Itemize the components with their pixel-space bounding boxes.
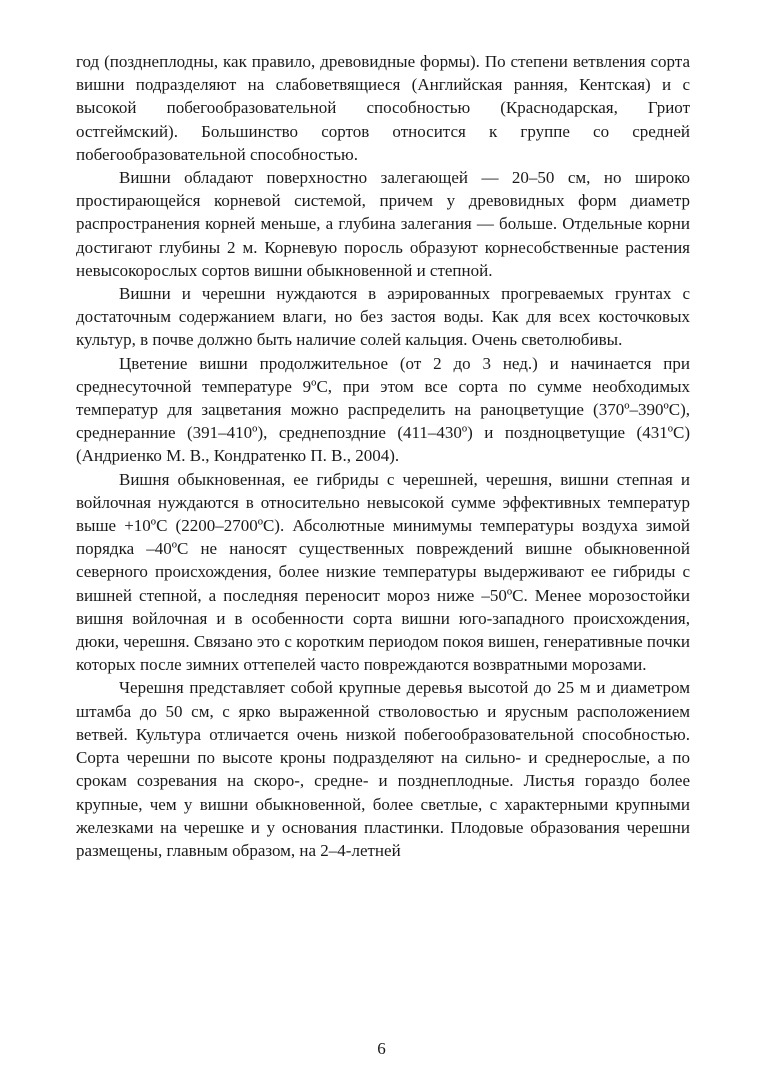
paragraph-2: Вишни обладают поверхностно залегающей — 20–50 см, но широко простирающейся корневой системой, причем у древовидных форм диаметр распространения корней меньше, а глубина залегания — больше. Отдельные корни достигают глубины 2 м. Корневую поросль образуют корнесобственные растения невысокорослых сортов вишни обыкновенной и степной.	[76, 168, 690, 280]
paragraph-1: год (позднеплодны, как правило, древовидные формы). По степени ветвления сорта вишни подразделяют на слабоветвящиеся (Английская ранняя, Кентская) и с высокой побегообразовательной способностью (Краснодарская, Гриот остгеймский). Большинство сортов относится к группе со средней побегообразовательной способностью.	[76, 52, 690, 164]
paragraph-5: Вишня обыкновенная, ее гибриды с черешней, черешня, вишни степная и войлочная нуждаются в относительно невысокой сумме эффективных температур выше +10ºС (2200–2700ºС). Абсолютные минимумы температуры воздуха зимой порядка –40ºС не наносят существенных повреждений вишне обыкновенной северного происхождения, более низкие температуры выдерживают ее гибриды с вишней степной, а последняя переносит мороз ниже –50ºС. Менее морозостойки вишня войлочная и в особенности сорта вишни юго-западного происхождения, дюки, черешня. Связано это с коротким периодом покоя вишен, генеративные почки которых после зимних оттепелей часто повреждаются возвратными морозами.	[76, 469, 690, 675]
page-body	[76, 50, 690, 1060]
paragraph-4: Цветение вишни продолжительное (от 2 до 3 нед.) и начинается при среднесуточной температуре 9ºС, при этом все сорта по сумме необходимых температур для зацветания можно распределить на раноцветущие (370º–390ºС), среднеранние (391–410º), среднепоздние (411–430º) и поздноцветущие (431ºС) (Андриенко М. В., Кондратенко П. В., 2004).	[76, 353, 690, 466]
paragraph-6: Черешня представляет собой крупные деревья высотой до 25 м и диаметром штамба до 50 см, с ярко выраженной стволовостью и ярусным расположением ветвей. Культура отличается очень низкой побегообразовательной способностью. Сорта черешни по высоте кроны подразделяют на сильно- и среднерослые, а по срокам созревания на скоро-, средне- и позднеплодные. Листья гораздо более крупные, чем у вишни обыкновенной, более светлые, с характерными крупными железками на черешке и у основания пластинки. Плодовые образования черешни размещены, главным образом, на 2–4-летней	[76, 678, 690, 860]
paragraph-3: Вишни и черешни нуждаются в аэрированных прогреваемых грунтах с достаточным содержанием влаги, но без застоя воды. Как для всех косточковых культур, в почве должно быть наличие солей кальция. Очень светолюбивы.	[76, 284, 690, 350]
page-number: 6	[377, 1039, 386, 1058]
